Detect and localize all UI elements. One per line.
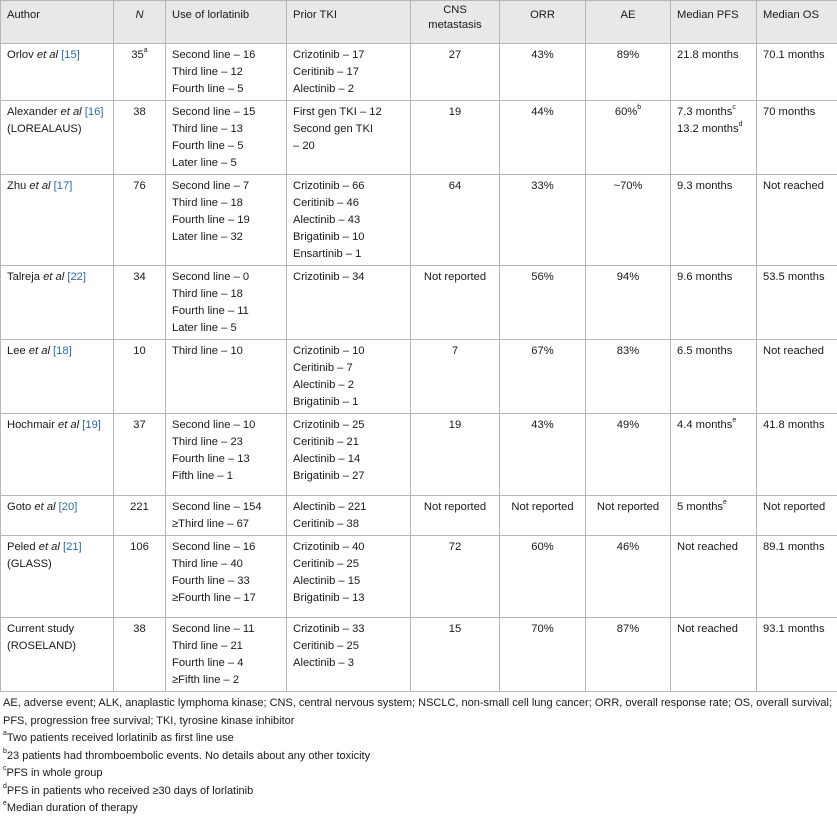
footnote-mark: a [3,730,7,737]
n-value: 38 [133,623,145,635]
table-row [1,496,837,536]
os-cell: Not reported [757,496,837,536]
prior-tki-line: Alectinib – 221 [293,499,404,516]
prior-tki-cell [287,340,411,414]
orr-cell: 56% [500,266,586,340]
n-cell [114,175,166,266]
author-name: Lee [7,345,26,357]
use-line: Third line – 18 [172,286,280,303]
cns-cell: Not reported [411,266,500,340]
header-prior-tki: Prior TKI [287,1,411,44]
use-cell [166,618,287,692]
cns-cell: 7 [411,340,500,414]
author-name: Current study [7,623,74,635]
use-line: Fifth line – 1 [172,468,280,485]
author-etal: et al [61,106,82,118]
cns-cell: 19 [411,101,500,175]
pfs-cell [671,414,757,496]
use-line: Third line – 13 [172,121,280,138]
footnotes [0,692,837,818]
header-n-label: N [135,9,143,21]
os-cell: 70 months [757,101,837,175]
pfs-value: 9.3 months [677,180,732,192]
header-use: Use of lorlatinib [166,1,287,44]
ae-value: 83% [617,345,639,357]
pfs-value: Not reached [677,541,738,553]
prior-tki-line: Crizotinib – 33 [293,621,404,638]
pfs-line [677,269,750,286]
ae-cell [586,414,671,496]
header-author: Author [1,1,114,44]
pfs-line [677,178,750,195]
reference-link[interactable]: [19] [82,419,101,431]
ae-cell [586,175,671,266]
prior-tki-line: Ensartinib – 1 [293,246,404,263]
pfs-value: 9.6 months [677,271,732,283]
orr-cell: 67% [500,340,586,414]
n-cell [114,266,166,340]
footnote-mark: c [3,765,7,772]
pfs-line [677,539,750,556]
cns-cell: 72 [411,536,500,618]
author-etal: et al [58,419,79,431]
use-line: Fourth line – 4 [172,655,280,672]
author-name: Orlov [7,49,34,61]
pfs-line [677,47,750,64]
use-line: Second line – 10 [172,417,280,434]
pfs-value: 21.8 months [677,49,739,61]
prior-tki-line: Crizotinib – 17 [293,47,404,64]
os-cell: 89.1 months [757,536,837,618]
os-cell: Not reached [757,340,837,414]
footnote-text: Two patients received lorlatinib as first line use [7,732,234,744]
ae-cell [586,266,671,340]
table-row [1,175,837,266]
prior-tki-line: Ceritinib – 17 [293,64,404,81]
ae-cell [586,340,671,414]
pfs-footnote-mark: c [732,104,736,111]
use-line: Second line – 154 [172,499,280,516]
table-row [1,536,837,618]
cns-cell: 27 [411,44,500,101]
ae-cell [586,101,671,175]
prior-tki-line: Alectinib – 43 [293,212,404,229]
author-cell [1,44,114,101]
prior-tki-line: Alectinib – 15 [293,573,404,590]
prior-tki-line: Brigatinib – 13 [293,590,404,607]
n-value: 106 [130,541,149,553]
use-line: Third line – 10 [172,343,280,360]
author-line [7,104,107,121]
author-line [7,621,107,638]
use-line: Later line – 5 [172,155,280,172]
table-row [1,340,837,414]
n-cell [114,414,166,496]
ae-value: 89% [617,49,639,61]
abbreviations-note: AE, adverse event; ALK, anaplastic lymphoma kinase; CNS, central nervous system; NSCLC, non-small cell lung cancer; ORR, overall response rate; OS, overall survival; PFS, progression free survival; TKI, tyrosine kinase inhibitor [3,695,834,730]
author-etal: et al [34,501,55,513]
author-cell [1,414,114,496]
cns-cell: Not reported [411,496,500,536]
table-body [1,44,837,692]
use-line: Second line – 15 [172,104,280,121]
prior-tki-line: Brigatinib – 10 [293,229,404,246]
pfs-value: 5 months [677,501,723,513]
prior-tki-line: Alectinib – 14 [293,451,404,468]
n-value: 76 [133,180,145,192]
author-line [7,178,107,195]
author-line [7,499,107,516]
prior-tki-line: – 20 [293,138,404,155]
author-name: Hochmair [7,419,55,431]
header-orr: ORR [500,1,586,44]
pfs-value: 6.5 months [677,345,732,357]
orr-cell: 33% [500,175,586,266]
author-cell [1,340,114,414]
pfs-line [677,621,750,638]
reference-link[interactable]: [22] [67,271,86,283]
use-line: Third line – 21 [172,638,280,655]
header-median-pfs: Median PFS [671,1,757,44]
pfs-footnote-mark: d [739,121,743,128]
prior-tki-cell [287,101,411,175]
n-cell [114,536,166,618]
reference-link[interactable]: [20] [59,501,78,513]
use-cell [166,340,287,414]
reference-link[interactable]: [18] [53,345,72,357]
prior-tki-line: Brigatinib – 27 [293,468,404,485]
footnote-text: 23 patients had thromboembolic events. No details about any other toxicity [7,750,370,762]
pfs-cell [671,44,757,101]
table-row [1,101,837,175]
author-line [7,417,107,434]
ae-value: 87% [617,623,639,635]
use-line: Third line – 40 [172,556,280,573]
use-cell [166,175,287,266]
n-footnote-mark: a [144,47,148,54]
author-cell [1,101,114,175]
use-line: Third line – 12 [172,64,280,81]
pfs-line [677,343,750,360]
use-line: Second line – 0 [172,269,280,286]
author-etal: et al [29,345,50,357]
prior-tki-line: Crizotinib – 25 [293,417,404,434]
n-value: 38 [133,106,145,118]
use-line: Second line – 16 [172,539,280,556]
table-row [1,414,837,496]
prior-tki-cell [287,266,411,340]
n-value: 34 [133,271,145,283]
author-name: Talreja [7,271,40,283]
use-line: Fourth line – 33 [172,573,280,590]
use-line: ≥Fifth line – 2 [172,672,280,689]
pfs-value: 13.2 months [677,123,739,135]
footnote-item [3,748,834,766]
ae-value: 60% [615,106,637,118]
orr-cell: 44% [500,101,586,175]
n-cell [114,44,166,101]
n-cell [114,618,166,692]
os-cell: Not reached [757,175,837,266]
prior-tki-cell [287,618,411,692]
footnote-item [3,783,834,801]
pfs-cell [671,340,757,414]
author-line [7,269,107,286]
prior-tki-cell [287,536,411,618]
footnote-item [3,765,834,783]
footnote-mark: e [3,800,7,807]
n-cell [114,496,166,536]
use-line: Fourth line – 19 [172,212,280,229]
os-cell: 53.5 months [757,266,837,340]
cns-cell: 64 [411,175,500,266]
author-name: Alexander [7,106,57,118]
use-cell [166,496,287,536]
pfs-line [677,104,750,121]
prior-tki-line: Alectinib – 3 [293,655,404,672]
author-etal: et al [39,541,60,553]
orr-cell: 60% [500,536,586,618]
orr-cell: Not reported [500,496,586,536]
ae-value: 49% [617,419,639,431]
footnote-text: Median duration of therapy [7,802,138,814]
prior-tki-line: Crizotinib – 66 [293,178,404,195]
pfs-cell [671,101,757,175]
use-line: Fourth line – 13 [172,451,280,468]
os-cell: 41.8 months [757,414,837,496]
reference-link[interactable]: [15] [61,49,80,61]
reference-link[interactable]: [21] [63,541,82,553]
use-line: Fourth line – 5 [172,138,280,155]
use-cell [166,44,287,101]
pfs-line [677,121,750,138]
author-name: Peled [7,541,36,553]
prior-tki-line: First gen TKI – 12 [293,104,404,121]
prior-tki-cell [287,44,411,101]
author-name: Zhu [7,180,26,192]
prior-tki-line: Ceritinib – 38 [293,516,404,533]
orr-cell: 43% [500,414,586,496]
prior-tki-cell [287,414,411,496]
n-value: 37 [133,419,145,431]
study-group: (LOREALAUS) [7,121,107,138]
footnote-text: PFS in whole group [7,767,103,779]
prior-tki-line: Ceritinib – 21 [293,434,404,451]
footnote-item [3,730,834,748]
author-etal: et al [29,180,50,192]
author-cell [1,536,114,618]
header-row [1,1,837,44]
ae-value: ~70% [614,180,643,192]
n-cell [114,101,166,175]
n-cell [114,340,166,414]
use-line: Third line – 23 [172,434,280,451]
use-cell [166,414,287,496]
ae-footnote-mark: b [637,104,641,111]
use-line: Second line – 7 [172,178,280,195]
reference-link[interactable]: [17] [54,180,73,192]
table-row [1,618,837,692]
prior-tki-line: Brigatinib – 1 [293,394,404,411]
use-cell [166,266,287,340]
n-value: 221 [130,501,149,513]
use-line: Second line – 11 [172,621,280,638]
pfs-footnote-mark: e [723,499,727,506]
ae-value: 46% [617,541,639,553]
use-line: Later line – 32 [172,229,280,246]
author-cell [1,175,114,266]
author-etal: et al [37,49,58,61]
orr-cell: 43% [500,44,586,101]
prior-tki-line: Crizotinib – 40 [293,539,404,556]
prior-tki-line: Alectinib – 2 [293,377,404,394]
study-group: (ROSELAND) [7,638,107,655]
use-line: Third line – 18 [172,195,280,212]
header-ae: AE [586,1,671,44]
prior-tki-line: Ceritinib – 7 [293,360,404,377]
ae-cell [586,496,671,536]
ae-cell [586,536,671,618]
ae-cell [586,44,671,101]
prior-tki-line: Crizotinib – 34 [293,269,404,286]
author-etal: et al [43,271,64,283]
pfs-cell [671,266,757,340]
footnote-text: PFS in patients who received ≥30 days of lorlatinib [7,785,253,797]
pfs-cell [671,618,757,692]
prior-tki-line: Ceritinib – 46 [293,195,404,212]
table-row [1,44,837,101]
header-n [114,1,166,44]
study-group: (GLASS) [7,556,107,573]
ae-value: 94% [617,271,639,283]
cns-cell: 15 [411,618,500,692]
prior-tki-line: Ceritinib – 25 [293,556,404,573]
header-cns: CNS metastasis [411,1,500,44]
reference-link[interactable]: [16] [85,106,104,118]
os-cell: 93.1 months [757,618,837,692]
author-cell [1,496,114,536]
pfs-value: 7.3 months [677,106,732,118]
pfs-cell [671,175,757,266]
use-line: Second line – 16 [172,47,280,64]
author-line [7,539,107,556]
use-line: Later line – 5 [172,320,280,337]
footnote-mark: b [3,748,7,755]
cns-cell: 19 [411,414,500,496]
use-line: ≥Third line – 67 [172,516,280,533]
footnote-item [3,800,834,818]
use-cell [166,536,287,618]
ae-cell [586,618,671,692]
pfs-value: Not reached [677,623,738,635]
pfs-line [677,499,750,516]
prior-tki-line: Second gen TKI [293,121,404,138]
pfs-footnote-mark: e [732,417,736,424]
use-cell [166,101,287,175]
author-cell [1,618,114,692]
prior-tki-line: Alectinib – 2 [293,81,404,98]
author-cell [1,266,114,340]
n-value: 10 [133,345,145,357]
pfs-cell [671,496,757,536]
prior-tki-line: Crizotinib – 10 [293,343,404,360]
table-row [1,266,837,340]
pfs-line [677,417,750,434]
use-line: ≥Fourth line – 17 [172,590,280,607]
use-line: Fourth line – 5 [172,81,280,98]
header-median-os: Median OS [757,1,837,44]
author-line [7,47,107,64]
author-name: Goto [7,501,31,513]
prior-tki-line: Ceritinib – 25 [293,638,404,655]
use-line: Fourth line – 11 [172,303,280,320]
orr-cell: 70% [500,618,586,692]
footnote-mark: d [3,783,7,790]
prior-tki-cell [287,175,411,266]
footnote-list [3,730,834,818]
os-cell: 70.1 months [757,44,837,101]
ae-value: Not reported [597,501,659,513]
pfs-value: 4.4 months [677,419,732,431]
author-line [7,343,107,360]
n-value: 35 [131,49,143,61]
prior-tki-cell [287,496,411,536]
pfs-cell [671,536,757,618]
